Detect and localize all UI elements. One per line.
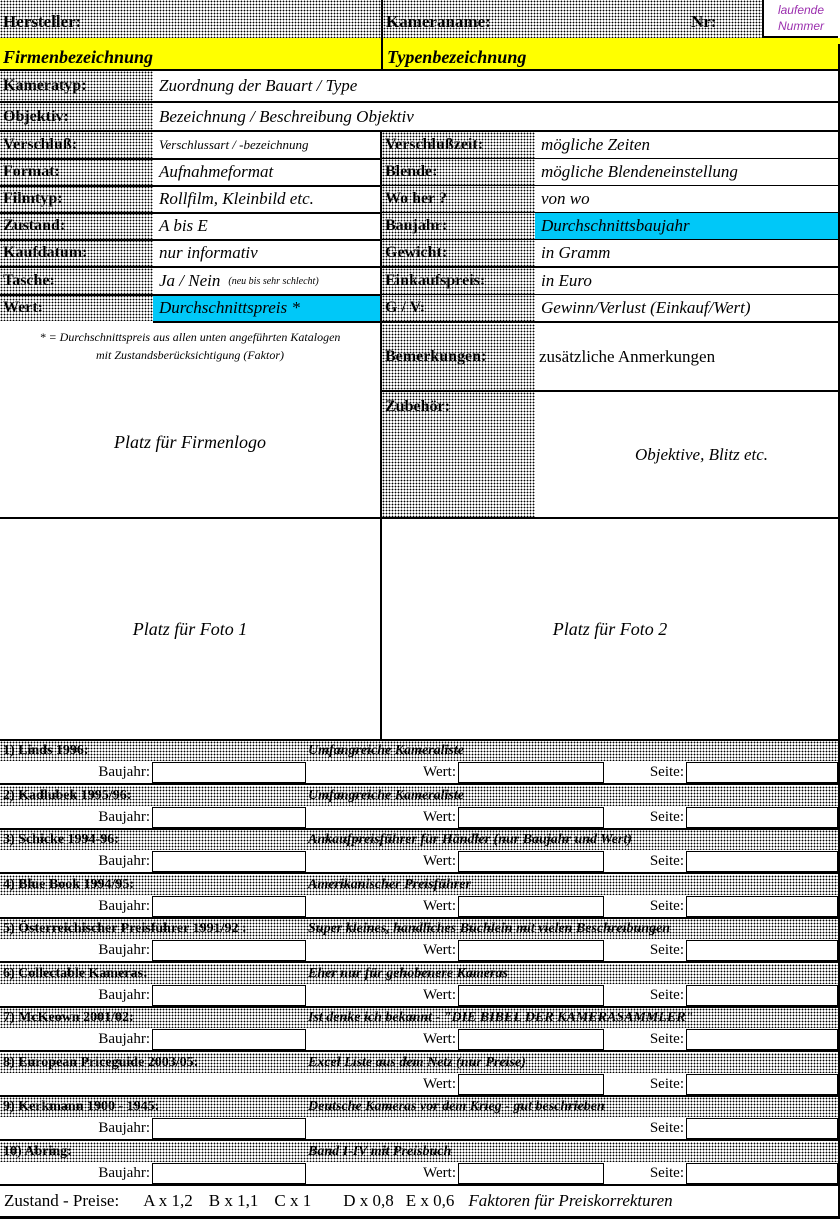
source-3-wert-input[interactable] bbox=[458, 851, 604, 872]
divider bbox=[0, 1139, 840, 1141]
divider bbox=[0, 783, 840, 785]
woher-value[interactable]: von wo bbox=[535, 186, 838, 212]
source-header-3 bbox=[0, 830, 838, 850]
baujahr-label: Baujahr: bbox=[98, 764, 150, 780]
baujahr-label: Baujahr: bbox=[98, 987, 150, 1003]
hersteller-label: Hersteller: bbox=[0, 0, 381, 44]
kaufdatum-value[interactable] bbox=[153, 240, 380, 266]
wert-label: Wert: bbox=[423, 853, 456, 869]
source-desc: Band I-IV mit Preisbuch bbox=[308, 1144, 452, 1159]
zubehoer-label: Zubehör: bbox=[382, 392, 535, 517]
source-1-baujahr-input[interactable] bbox=[152, 762, 306, 783]
logo-placeholder[interactable]: Platz für Firmenlogo bbox=[114, 432, 266, 452]
kaufdatum-value-text: nur informativ bbox=[159, 243, 258, 262]
zustand-value-text: A bis E bbox=[159, 216, 208, 235]
source-name: 8) European Priceguide 2003/05: bbox=[3, 1055, 199, 1070]
factor-d: D x 0,8 bbox=[343, 1191, 394, 1210]
source-2-seite-input[interactable] bbox=[686, 807, 838, 828]
source-header-5 bbox=[0, 919, 838, 939]
blende-value[interactable]: mögliche Blendeneinstellung bbox=[535, 159, 838, 185]
seite-label: Seite: bbox=[649, 898, 684, 914]
source-2-wert-input[interactable] bbox=[458, 807, 604, 828]
kameratyp-value[interactable]: Zuordnung der Bauart / Type bbox=[153, 71, 838, 101]
source-6-seite-input[interactable] bbox=[686, 985, 838, 1006]
wert-label: Wert: bbox=[423, 1165, 456, 1181]
divider bbox=[0, 1050, 840, 1052]
divider bbox=[0, 872, 840, 874]
wert-label: Wert: bbox=[423, 942, 456, 958]
source-10-seite-input[interactable] bbox=[686, 1163, 838, 1184]
wert-value[interactable] bbox=[153, 295, 380, 321]
seite-label: Seite: bbox=[649, 942, 684, 958]
source-header-7 bbox=[0, 1008, 838, 1028]
source-6-baujahr-input[interactable] bbox=[152, 985, 306, 1006]
filmtyp-label: Filmtyp: bbox=[0, 186, 153, 212]
source-name: 6) Collectable Kameras: bbox=[3, 966, 148, 981]
photo1-placeholder[interactable]: Platz für Foto 1 bbox=[132, 618, 248, 639]
verschluss-value[interactable] bbox=[153, 132, 380, 158]
seite-label: Seite: bbox=[649, 1165, 684, 1181]
source-name: 3) Schicke 1994-96: bbox=[3, 832, 119, 847]
blende-label: Blende: bbox=[382, 159, 535, 185]
source-2-baujahr-input[interactable] bbox=[152, 807, 306, 828]
wert-label: Wert: bbox=[0, 295, 153, 321]
wert-label: Wert: bbox=[423, 1076, 456, 1092]
source-5-baujahr-input[interactable] bbox=[152, 940, 306, 961]
tasche-value[interactable] bbox=[153, 268, 380, 294]
zubehoer-value[interactable]: Objektive, Blitz etc. bbox=[535, 392, 838, 517]
source-5-seite-input[interactable] bbox=[686, 940, 838, 961]
zustand-note: (neu bis sehr schlecht) bbox=[228, 275, 319, 287]
bemerkungen-value[interactable]: zusätzliche Anmerkungen bbox=[535, 324, 838, 390]
source-4-wert-input[interactable] bbox=[458, 896, 604, 917]
baujahr-value[interactable]: Durchschnittsbaujahr bbox=[535, 213, 838, 239]
source-header-10 bbox=[0, 1142, 838, 1162]
source-name: 5) Österreichischer Preisführer 1991/92 : bbox=[3, 921, 247, 936]
kameraname-value[interactable]: Typenbezeichnung bbox=[387, 46, 527, 67]
footer-label: Zustand - Preise: bbox=[4, 1191, 120, 1210]
nr-value-line2: Nummer bbox=[777, 19, 824, 33]
tasche-label: Tasche: bbox=[0, 268, 153, 294]
source-7-baujahr-input[interactable] bbox=[152, 1029, 306, 1050]
source-desc: Ist denke ich bekannt - "DIE BIBEL DER KAMERASAMMLER" bbox=[308, 1010, 694, 1025]
source-header-4 bbox=[0, 875, 838, 895]
footer-note: Faktoren für Preiskorrekturen bbox=[468, 1191, 673, 1210]
source-header-9 bbox=[0, 1097, 838, 1117]
footer-factors bbox=[0, 1186, 838, 1216]
source-9-baujahr-input[interactable] bbox=[152, 1118, 306, 1139]
einkaufspreis-value[interactable]: in Euro bbox=[535, 268, 838, 294]
baujahr-label: Baujahr: bbox=[98, 853, 150, 869]
divider bbox=[153, 321, 380, 323]
zustand-value[interactable] bbox=[153, 213, 380, 239]
divider bbox=[381, 321, 840, 323]
objektiv-label: Objektiv: bbox=[0, 103, 153, 130]
baujahr-label: Baujahr: bbox=[98, 1165, 150, 1181]
seite-label: Seite: bbox=[649, 987, 684, 1003]
seite-label: Seite: bbox=[649, 853, 684, 869]
factor-e: E x 0,6 bbox=[405, 1191, 455, 1210]
source-3-baujahr-input[interactable] bbox=[152, 851, 306, 872]
source-name: 10) Abring: bbox=[3, 1144, 72, 1159]
nr-label: Nr: bbox=[691, 12, 717, 31]
source-header-1 bbox=[0, 741, 838, 761]
source-name: 1) Linds 1996: bbox=[3, 743, 89, 758]
tasche-value-text: Ja / Nein bbox=[159, 271, 221, 290]
source-9-seite-input[interactable] bbox=[686, 1118, 838, 1139]
source-7-seite-input[interactable] bbox=[686, 1029, 838, 1050]
wert-label: Wert: bbox=[423, 809, 456, 825]
baujahr-label: Baujahr: bbox=[98, 898, 150, 914]
wert-value-text: Durchschnittspreis * bbox=[159, 298, 300, 317]
baujahr-label: Baujahr: bbox=[98, 809, 150, 825]
source-header-8 bbox=[0, 1053, 838, 1073]
format-label: Format: bbox=[0, 159, 153, 185]
source-4-seite-input[interactable] bbox=[686, 896, 838, 917]
seite-label: Seite: bbox=[649, 1120, 684, 1136]
wert-label: Wert: bbox=[423, 1031, 456, 1047]
factor-c: C x 1 bbox=[274, 1191, 312, 1210]
seite-label: Seite: bbox=[649, 764, 684, 780]
einkaufspreis-label: Einkaufspreis: bbox=[382, 268, 535, 294]
verschlusszeit-value[interactable]: mögliche Zeiten bbox=[535, 132, 838, 158]
wert-label: Wert: bbox=[423, 898, 456, 914]
seite-label: Seite: bbox=[649, 1031, 684, 1047]
source-desc: Excel Liste aus dem Netz (nur Preise) bbox=[308, 1055, 526, 1070]
source-8-wert-input[interactable] bbox=[458, 1074, 604, 1095]
seite-label: Seite: bbox=[649, 809, 684, 825]
factor-b: B x 1,1 bbox=[208, 1191, 259, 1210]
gv-value[interactable]: Gewinn/Verlust (Einkauf/Wert) bbox=[535, 295, 838, 321]
source-3-seite-input[interactable] bbox=[686, 851, 838, 872]
source-10-baujahr-input[interactable] bbox=[152, 1163, 306, 1184]
gv-label: G / V: bbox=[382, 295, 535, 321]
woher-label: Wo her ? bbox=[382, 186, 535, 212]
filmtyp-value-text: Rollfilm, Kleinbild etc. bbox=[159, 189, 314, 208]
footnote bbox=[0, 328, 380, 368]
baujahr-label: Baujahr: bbox=[382, 213, 535, 239]
source-4-baujahr-input[interactable] bbox=[152, 896, 306, 917]
source-1-wert-input[interactable] bbox=[458, 762, 604, 783]
footnote-line2: mit Zustandsberücksichtigung (Faktor) bbox=[96, 348, 284, 362]
verschluss-value-text: Verschlussart / -bezeichnung bbox=[159, 137, 309, 152]
source-8-seite-input[interactable] bbox=[686, 1074, 838, 1095]
verschlusszeit-label: Verschlußzeit: bbox=[382, 132, 535, 158]
footnote-line1: * = Durchschnittspreis aus allen unten angeführten Katalogen bbox=[39, 330, 341, 344]
factor-a: A x 1,2 bbox=[143, 1191, 193, 1210]
source-desc: Umfangreiche Kameraliste bbox=[308, 788, 464, 803]
source-desc: Eher nur für gehobenere Kameras bbox=[308, 966, 508, 981]
kaufdatum-label: Kaufdatum: bbox=[0, 240, 153, 266]
kameratyp-label: Kameratyp: bbox=[0, 71, 153, 101]
source-desc: Umfangreiche Kameraliste bbox=[308, 743, 464, 758]
source-desc: Deutsche Kameras vor dem Krieg - gut beschrieben bbox=[308, 1099, 605, 1114]
gewicht-value[interactable]: in Gramm bbox=[535, 240, 838, 266]
wert-label: Wert: bbox=[423, 764, 456, 780]
source-name: 7) McKeown 2001/02: bbox=[3, 1010, 134, 1025]
source-desc: Super kleines, handliches Büchlein mit vielen Beschreibungen bbox=[308, 921, 671, 936]
seite-label: Seite: bbox=[649, 1076, 684, 1092]
source-desc: Amerikanischer Preisführer bbox=[308, 877, 471, 892]
gewicht-label: Gewicht: bbox=[382, 240, 535, 266]
bemerkungen-label: Bemerkungen: bbox=[382, 324, 535, 390]
source-5-wert-input[interactable] bbox=[458, 940, 604, 961]
baujahr-label: Baujahr: bbox=[98, 1031, 150, 1047]
wert-label: Wert: bbox=[423, 987, 456, 1003]
divider bbox=[0, 961, 840, 963]
hersteller-value[interactable]: Firmenbezeichnung bbox=[3, 46, 154, 67]
source-header-2 bbox=[0, 786, 838, 806]
source-10-wert-input[interactable] bbox=[458, 1163, 604, 1184]
source-name: 2) Kadlubek 1995/96: bbox=[3, 788, 132, 803]
baujahr-label: Baujahr: bbox=[98, 942, 150, 958]
photo2-placeholder[interactable]: Platz für Foto 2 bbox=[552, 618, 668, 639]
source-7-wert-input[interactable] bbox=[458, 1029, 604, 1050]
source-6-wert-input[interactable] bbox=[458, 985, 604, 1006]
source-1-seite-input[interactable] bbox=[686, 762, 838, 783]
format-value-text: Aufnahmeformat bbox=[159, 162, 274, 181]
zustand-label: Zustand: bbox=[0, 213, 153, 239]
filmtyp-value[interactable] bbox=[153, 186, 380, 212]
verschluss-label: Verschluß: bbox=[0, 132, 153, 158]
source-name: 4) Blue Book 1994/95: bbox=[3, 877, 135, 892]
kameraname-label-text: Kameraname: bbox=[386, 12, 491, 31]
objektiv-value[interactable]: Bezeichnung / Beschreibung Objektiv bbox=[153, 103, 838, 130]
nr-field[interactable] bbox=[762, 0, 838, 38]
nr-value-line1: laufende bbox=[777, 3, 825, 17]
source-desc: Ankaufpreisführer für Händler (nur Baujahr und Wert) bbox=[308, 832, 632, 847]
format-value[interactable] bbox=[153, 159, 380, 185]
baujahr-label: Baujahr: bbox=[98, 1120, 150, 1136]
source-name: 9) Kerkmann 1900 - 1945: bbox=[3, 1099, 160, 1114]
source-header-6 bbox=[0, 964, 838, 984]
